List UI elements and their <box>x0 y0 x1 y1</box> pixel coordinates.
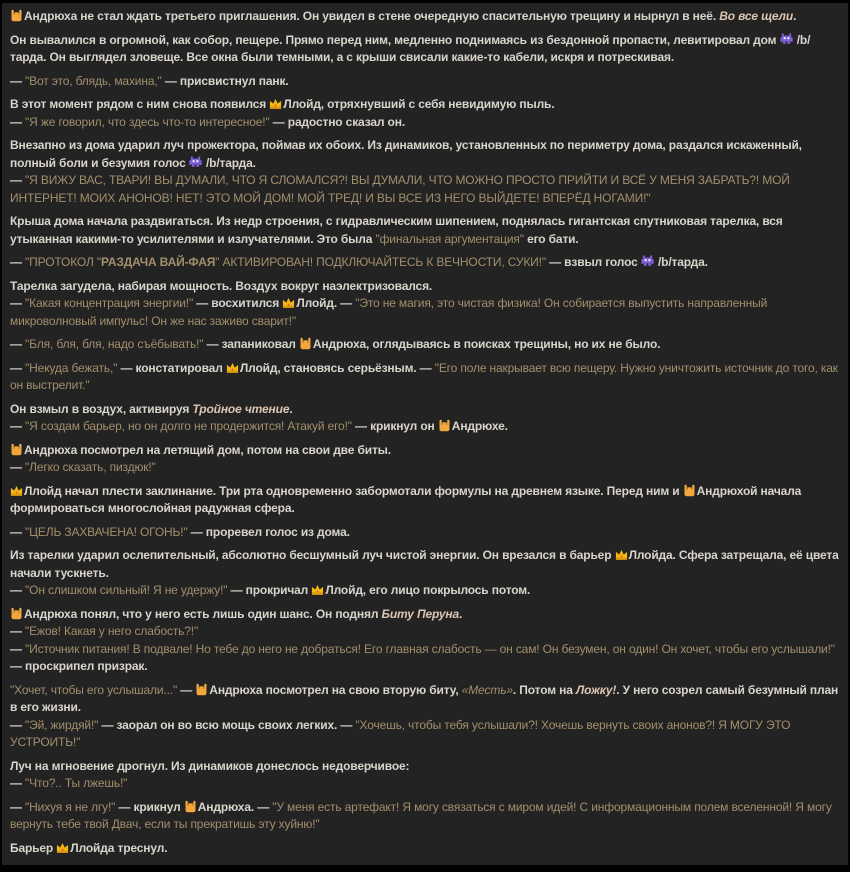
paragraph-group <box>10 8 840 26</box>
alien-invader-emoji <box>189 156 202 169</box>
horns-emoji <box>184 800 197 813</box>
story-paragraph <box>10 623 840 641</box>
story-paragraph <box>10 172 840 207</box>
horns-emoji <box>10 443 23 456</box>
horns-emoji <box>10 9 23 22</box>
narration-text: . У него созрел самый безумный план в его жизни. <box>10 682 839 714</box>
dialogue-quote: "Легко сказать, пиздюк!" <box>25 460 156 474</box>
crown-emoji <box>282 296 295 309</box>
story-paragraph <box>10 717 840 752</box>
story-paragraph <box>10 295 840 330</box>
dialogue-quote: "Хочешь, чтобы тебя услышали?! Хочешь вернуть своих анонов?! Я МОГУ ЭТО УСТРОИТЬ!" <box>10 717 791 749</box>
crown-emoji <box>10 484 23 497</box>
narration-text: — проскрипел призрак. <box>10 659 148 673</box>
narration-text: Ллойд, его лицо покрылось потом. <box>325 583 531 597</box>
narration-text: — <box>10 296 26 310</box>
narration-text: — <box>177 682 196 697</box>
narration-text: — заорал он во всю мощь своих легких. — <box>98 717 356 732</box>
narration-text: . <box>459 606 463 621</box>
narration-text: — крикнул <box>115 799 184 814</box>
crown-emoji <box>56 841 69 854</box>
narration-text: Он вывалился в огромной, как собор, пещере. Прямо перед ним, медленно поднимаясь из бездонной пропасти, левитировал дом <box>10 32 780 47</box>
narration-text: Тарелка загудела, набирая мощность. Воздух вокруг наэлектризовался. <box>10 278 433 293</box>
paragraph-group <box>10 442 840 477</box>
narration-text: Из тарелки ударил ослепительный, абсолютно бесшумный луч чистой энергии. Он врезался в барьер <box>10 548 615 562</box>
story-paragraph <box>10 213 840 248</box>
narration-text: Андрюха посмотрел на свою вторую биту, <box>209 682 462 697</box>
crown-emoji <box>226 361 239 374</box>
narration-text: — <box>10 717 26 732</box>
term-highlight: Тройное чтение <box>192 401 290 416</box>
paragraph-group <box>10 278 840 331</box>
paragraph-group <box>10 213 840 248</box>
paragraph-group <box>10 401 840 436</box>
narration-text: — взвыл голос <box>545 255 641 269</box>
horns-emoji <box>195 683 208 696</box>
term-highlight: Во все щели <box>719 9 794 23</box>
dialogue-quote: "У меня есть артефакт! Я могу связаться с миром идей! С информационным полем вселенной! Я могу вернуть тебе твой Двач, если ты прекратишь эту хуйню!" <box>10 799 832 831</box>
narration-text: Андрюха не стал ждать третьего приглашения. Он увидел в стене очередную спасительную трещину и нырнул в неё. <box>24 9 720 23</box>
narration-text: — <box>10 799 26 814</box>
narration-text: — <box>10 460 26 474</box>
story-content <box>2 3 848 865</box>
story-paragraph <box>10 114 840 132</box>
narration-text: — <box>10 255 26 269</box>
paragraph-group <box>10 73 840 91</box>
narration-text: Луч на мгновение дрогнул. Из динамиков донеслось недоверчивое: <box>10 758 410 773</box>
dialogue-quote-bold: РАЗДАЧА ВАЙ-ФАЯ <box>101 255 216 269</box>
paragraph-group <box>10 606 840 676</box>
dialogue-quote: "ПРОТОКОЛ " <box>25 255 102 269</box>
paragraph-group <box>10 96 840 131</box>
story-paragraph <box>10 758 840 776</box>
narration-text: — восхитился <box>193 296 283 310</box>
narration-text: — <box>10 337 26 351</box>
dialogue-quote: "ЦЕЛЬ ЗАХВАЧЕНА! ОГОНЬ!" <box>25 524 188 539</box>
paragraph-group <box>10 360 840 395</box>
narration-text: — <box>10 173 26 187</box>
narration-text: — запаниковал <box>203 337 299 351</box>
narration-text: Андрюхой начала формироваться многослойная радужная сфера. <box>10 483 802 515</box>
dialogue-quote: "Источник питания! В подвале! Но тебе до него не добраться! Его главная слабость — он сам! Он безумен, он один! Он хочет, чтобы его услышали!" <box>25 641 835 656</box>
paragraph-group <box>10 137 840 207</box>
paragraph-group <box>10 32 840 67</box>
narration-text: — <box>10 524 26 539</box>
narration-text: — <box>10 419 26 433</box>
term-highlight: Биту Перуна <box>381 606 459 621</box>
narration-text: /b/тарда. <box>654 255 708 269</box>
story-paragraph <box>10 483 840 518</box>
horns-emoji <box>299 337 312 350</box>
narration-text: Ллойда. Сфера затрещала, её цвета начали тускнеть. <box>10 548 839 580</box>
narration-text: — констатировал <box>117 360 226 375</box>
narration-text: — присвистнул панк. <box>161 73 289 88</box>
dialogue-quote: "Некуда бежать," <box>25 360 118 375</box>
story-paragraph <box>10 442 840 460</box>
dialogue-quote: "Нихуя я не лгу!" <box>25 799 116 814</box>
term-highlight: Ложку! <box>575 682 617 697</box>
story-paragraph <box>10 73 840 91</box>
story-paragraph <box>10 582 840 600</box>
narration-text: . <box>793 9 797 23</box>
story-paragraph <box>10 606 840 624</box>
narration-text: Андрюха. — <box>197 799 273 814</box>
dialogue-quote: "Я ВИЖУ ВАС, ТВАРИ! ВЫ ДУМАЛИ, ЧТО Я СЛОМАЛСЯ?! ВЫ ДУМАЛИ, ЧТО МОЖНО ПРОСТО ПРИЙТИ И ВСЁ У МЕНЯ ЗАБРАТЬ?! МОЙ ИНТЕРНЕТ! МОИХ АНОНОВ! НЕТ! ЭТО МОЙ ДОМ! МОЙ ТРЕД! И ВЫ ВСЕ ИЗ НЕГО ВЫЙДЕТЕ! ВПЕРЁД НОГАМИ!" <box>10 173 790 205</box>
narration-text: — <box>10 624 26 638</box>
crown-emoji <box>269 97 282 110</box>
narration-text: Крыша дома начала раздвигаться. Из недр строения, с гидравлическим шипением, поднялась гигантская спутниковая тарелка, вся утыканная какими-то усилителями и излучателями. Это была <box>10 214 783 246</box>
narration-text: /b/тарда. <box>202 155 256 170</box>
narration-text: Ллойд, отряхнувший с себя невидимую пыль. <box>283 97 555 111</box>
dialogue-quote: "Это не магия, это чистая физика! Он собирается выпустить направленный микроволновый импульс! Он же нас заживо сварит!" <box>10 296 768 328</box>
story-paragraph <box>10 137 840 172</box>
story-paragraph <box>10 682 840 717</box>
narration-text: Ллойд начал плести заклинание. Три рта одновременно забормотали формулы на древнем языке. Перед ним и <box>24 483 683 498</box>
narration-text: — <box>10 360 26 375</box>
paragraph-group <box>10 799 840 834</box>
narration-text: — <box>10 114 26 129</box>
dialogue-quote: "Ежов! Какая у него слабость?!" <box>25 624 199 638</box>
narration-text: Андрюхе. <box>451 419 508 433</box>
story-paragraph <box>10 336 840 354</box>
narration-text: — крикнул он <box>351 419 438 433</box>
paragraph-group <box>10 524 840 542</box>
story-paragraph <box>10 775 840 793</box>
story-paragraph <box>10 32 840 67</box>
paragraph-group <box>10 254 840 272</box>
narration-text: его бати. <box>523 231 579 246</box>
story-paragraph <box>10 459 840 477</box>
story-paragraph <box>10 96 840 114</box>
narration-text: . Потом на <box>512 682 576 697</box>
narration-text: Андрюха понял, что у него есть лишь один шанс. Он поднял <box>24 606 382 621</box>
dialogue-quote: "Что?.. Ты лжешь!" <box>25 776 128 790</box>
story-paragraph <box>10 840 840 858</box>
narration-text: Внезапно из дома ударил луч прожектора, поймав их обоих. Из динамиков, установленных по периметру дома, раздался искаженный, полный боли и безумия голос <box>10 138 802 170</box>
horns-emoji <box>683 484 696 497</box>
narration-text: — <box>10 583 26 597</box>
dialogue-quote: "финальная аргументация" <box>375 231 524 246</box>
dialogue-quote: "Я создам барьер, но он долго не продержится! Атакуй его!" <box>25 419 352 433</box>
dialogue-quote: "Он слишком сильный! Я не удержу!" <box>25 583 228 597</box>
story-paragraph <box>10 524 840 542</box>
horns-emoji <box>10 607 23 620</box>
narration-text: Андрюха, оглядываясь в поисках трещины, но их не было. <box>312 337 661 351</box>
dialogue-quote: "Какая концентрация энергии!" <box>25 296 194 310</box>
story-paragraph <box>10 8 840 26</box>
dialogue-quote: "Хочет, чтобы его услышали..." <box>10 682 178 697</box>
crown-emoji <box>311 583 324 596</box>
narration-text: . <box>289 401 293 416</box>
narration-text: — проревел голос из дома. <box>187 524 350 539</box>
alien-invader-emoji <box>780 33 793 46</box>
narration-text: — <box>10 641 26 656</box>
dialogue-quote: "Бля, бля, бля, надо съёбывать!" <box>25 337 204 351</box>
story-paragraph <box>10 418 840 436</box>
narration-text: — <box>10 776 26 790</box>
paragraph-group <box>10 758 840 793</box>
paragraph-group <box>10 336 840 354</box>
dialogue-quote: "Я же говорил, что здесь что-то интересное!" <box>25 114 270 129</box>
paragraph-group <box>10 840 840 858</box>
term-quote-italic: «Месть» <box>461 682 513 697</box>
narration-text: — <box>10 73 26 88</box>
dialogue-quote: "Эй, жирдяй!" <box>25 717 99 732</box>
narration-text: Ллойда треснул. <box>70 840 168 855</box>
paragraph-group <box>10 682 840 752</box>
story-paragraph <box>10 401 840 419</box>
narration-text: Ллойд, становясь серьёзным. — <box>239 360 435 375</box>
narration-text: Барьер <box>10 840 57 855</box>
narration-text: Он взмыл в воздух, активируя <box>10 401 193 416</box>
story-paragraph <box>10 547 840 582</box>
crown-emoji <box>615 548 628 561</box>
narration-text: — радостно сказал он. <box>269 114 406 129</box>
narration-text: /b/тарда. Он выглядел зловеще. Все окна были темными, а с крыши свисали какие-то кабели, искря и потрескивая. <box>10 32 811 64</box>
dialogue-quote: "Его поле накрывает всю пещеру. Нужно уничтожить источник до того, как он выстрелит." <box>10 360 838 392</box>
story-paragraph <box>10 799 840 834</box>
horns-emoji <box>438 419 451 432</box>
narration-text: — прокричал <box>227 583 312 597</box>
story-paragraph <box>10 360 840 395</box>
story-paragraph <box>10 254 840 272</box>
dialogue-quote: " АКТИВИРОВАН! ПОДКЛЮЧАЙТЕСЬ К ВЕЧНОСТИ, СУКИ!" <box>215 255 546 269</box>
alien-invader-emoji <box>641 255 654 268</box>
narration-text: В этот момент рядом с ним снова появился <box>10 97 270 111</box>
narration-text: Ллойд. — <box>296 296 356 310</box>
dialogue-quote: "Вот это, блядь, махина," <box>25 73 162 88</box>
story-paragraph <box>10 278 840 296</box>
story-paragraph <box>10 641 840 676</box>
narration-text: Андрюха посмотрел на летящий дом, потом на свои две биты. <box>24 442 391 457</box>
paragraph-group <box>10 547 840 600</box>
paragraph-group <box>10 483 840 518</box>
